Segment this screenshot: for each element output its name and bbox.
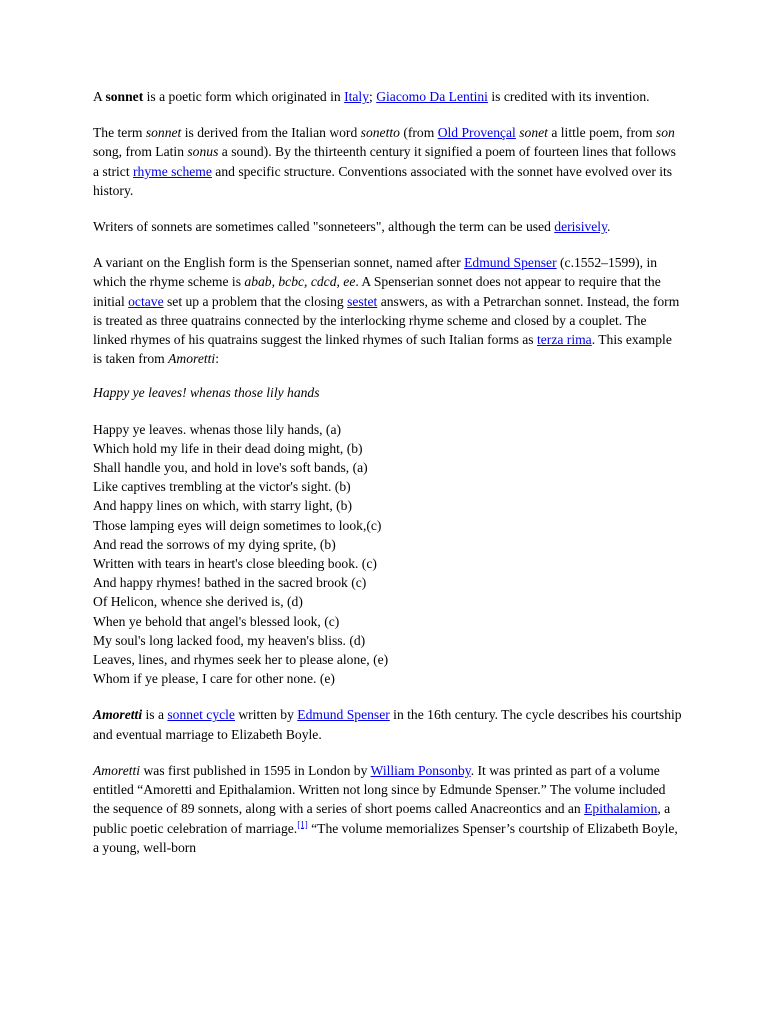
text-run: written by bbox=[234, 707, 298, 723]
text-run: . This example is taken from bbox=[93, 332, 672, 367]
italic-word: sonus bbox=[187, 144, 219, 160]
text-run: in the 16th century. The cycle describes his courtship and eventual marriage to Elizabeth Boyle. bbox=[93, 707, 682, 742]
text-run: : bbox=[215, 351, 219, 367]
poem-line: And happy rhymes! bathed in the sacred brook (c) bbox=[93, 575, 367, 591]
text-run: song, from Latin bbox=[93, 144, 188, 160]
poem-line: Those lamping eyes will deign sometimes to look,(c) bbox=[93, 517, 382, 533]
text-run: . bbox=[607, 219, 611, 235]
bold-italic-amoretti: Amoretti bbox=[93, 707, 143, 723]
text-run: ; bbox=[369, 89, 377, 104]
text-run: is a bbox=[142, 707, 168, 723]
link-rhyme-scheme[interactable]: rhyme scheme bbox=[133, 163, 212, 179]
poem-title: Happy ye leaves! whenas those lily hands bbox=[93, 385, 320, 401]
text-run: . It was printed as part of a volume entitled “Amoretti and Epithalamion. Written not long since by Edmunde Spenser.” The volume included the sequence of 89 sonnets, along with a series of short poems called Anacreontics and an bbox=[93, 762, 666, 817]
text-run: and specific structure. Conventions associated with the sonnet have evolved over its history. bbox=[93, 163, 673, 198]
text-run: a little poem, from bbox=[547, 125, 656, 141]
text-run: is derived from the Italian word bbox=[181, 125, 361, 141]
link-old-provencal[interactable]: Old Provençal bbox=[437, 125, 516, 141]
text-run: a sound). By the thirteenth century it signified a poem of fourteen lines that follows a strict bbox=[93, 144, 676, 179]
text-run: . A Spenserian sonnet does not appear to require that the initial bbox=[93, 274, 661, 309]
paragraph-etymology bbox=[93, 123, 683, 200]
poem-line: And read the sorrows of my dying sprite, (b) bbox=[93, 536, 336, 552]
italic-rhyme-scheme: abab, bcbc, cdcd, ee bbox=[244, 274, 356, 290]
poem-line: Happy ye leaves. whenas those lily hands, (a) bbox=[93, 421, 342, 437]
poem-line: Shall handle you, and hold in love's soft bands, (a) bbox=[93, 460, 368, 476]
link-edmund-spenser[interactable]: Edmund Spenser bbox=[464, 255, 557, 271]
footnote-reference-link[interactable]: [1] bbox=[297, 818, 308, 829]
document-page bbox=[93, 87, 683, 874]
italic-amoretti: Amoretti bbox=[168, 351, 216, 367]
link-derisively[interactable]: derisively bbox=[554, 219, 607, 235]
poem-sonnet bbox=[93, 420, 683, 689]
paragraph-sonneteers bbox=[93, 217, 683, 236]
italic-word: son bbox=[655, 125, 675, 141]
poem-line: Of Helicon, whence she derived is, (d) bbox=[93, 594, 303, 610]
text-run: , a public poetic celebration of marriage. bbox=[93, 801, 671, 836]
paragraph-sonnet-intro bbox=[93, 87, 683, 106]
link-giacomo-da-lentini[interactable]: Giacomo Da Lentini bbox=[376, 89, 488, 104]
poem-line: Written with tears in heart's close bleeding book. (c) bbox=[93, 556, 377, 572]
link-edmund-spenser[interactable]: Edmund Spenser bbox=[297, 707, 390, 723]
text-run: (c.1552–1599), in which the rhyme scheme is bbox=[93, 255, 658, 290]
poem-line: My soul's long lacked food, my heaven's bliss. (d) bbox=[93, 632, 366, 648]
link-sonnet-cycle[interactable]: sonnet cycle bbox=[167, 707, 235, 723]
text-run: is a poetic form which originated in bbox=[143, 89, 345, 104]
poem-line: Leaves, lines, and rhymes seek her to please alone, (e) bbox=[93, 652, 389, 668]
text-run: The term bbox=[93, 125, 146, 141]
poem-line: Like captives trembling at the victor's sight. (b) bbox=[93, 479, 351, 495]
italic-word: sonet bbox=[519, 125, 548, 141]
italic-word: sonnet bbox=[145, 125, 182, 141]
text-run: A bbox=[93, 89, 106, 104]
text-run: set up a problem that the closing bbox=[163, 293, 348, 309]
link-octave[interactable]: octave bbox=[128, 293, 164, 309]
text-run: is credited with its invention. bbox=[487, 89, 650, 104]
paragraph-amoretti-cycle bbox=[93, 705, 683, 743]
link-italy[interactable]: Italy bbox=[344, 89, 370, 104]
poem-line: And happy lines on which, with starry light, (b) bbox=[93, 498, 352, 514]
link-epithalamion[interactable]: Epithalamion bbox=[584, 801, 658, 817]
text-run: was first published in 1595 in London by bbox=[140, 762, 371, 778]
text-run: A variant on the English form is the Spenserian sonnet, named after bbox=[93, 255, 465, 271]
poem-line: Which hold my life in their dead doing might, (b) bbox=[93, 440, 363, 456]
link-terza-rima[interactable]: terza rima bbox=[536, 332, 592, 348]
poem-line: When ye behold that angel's blessed look, (c) bbox=[93, 613, 340, 629]
poem-line: Whom if ye please, I care for other none. (e) bbox=[93, 671, 335, 687]
text-run: answers, as with a Petrarchan sonnet. Instead, the form is treated as three quatrains connected by the interlocking rhyme scheme and closed by a couplet. The linked rhymes of his quatrains suggest the linked rhymes of such Italian forms as bbox=[93, 293, 680, 348]
text-run: Writers of sonnets are sometimes called "sonneteers", although the term can be used bbox=[93, 219, 555, 235]
link-sestet[interactable]: sestet bbox=[347, 293, 378, 309]
paragraph-spenserian-sonnet bbox=[93, 253, 683, 368]
bold-term-sonnet: sonnet bbox=[105, 89, 144, 104]
text-run: “The volume memorializes Spenser’s courtship of Elizabeth Boyle, a young, well-born bbox=[93, 820, 678, 855]
italic-amoretti: Amoretti bbox=[93, 762, 141, 778]
link-william-ponsonby[interactable]: William Ponsonby bbox=[370, 762, 471, 778]
text-run: (from bbox=[399, 125, 438, 141]
paragraph-amoretti-publication bbox=[93, 761, 683, 857]
italic-word: sonetto bbox=[360, 125, 400, 141]
